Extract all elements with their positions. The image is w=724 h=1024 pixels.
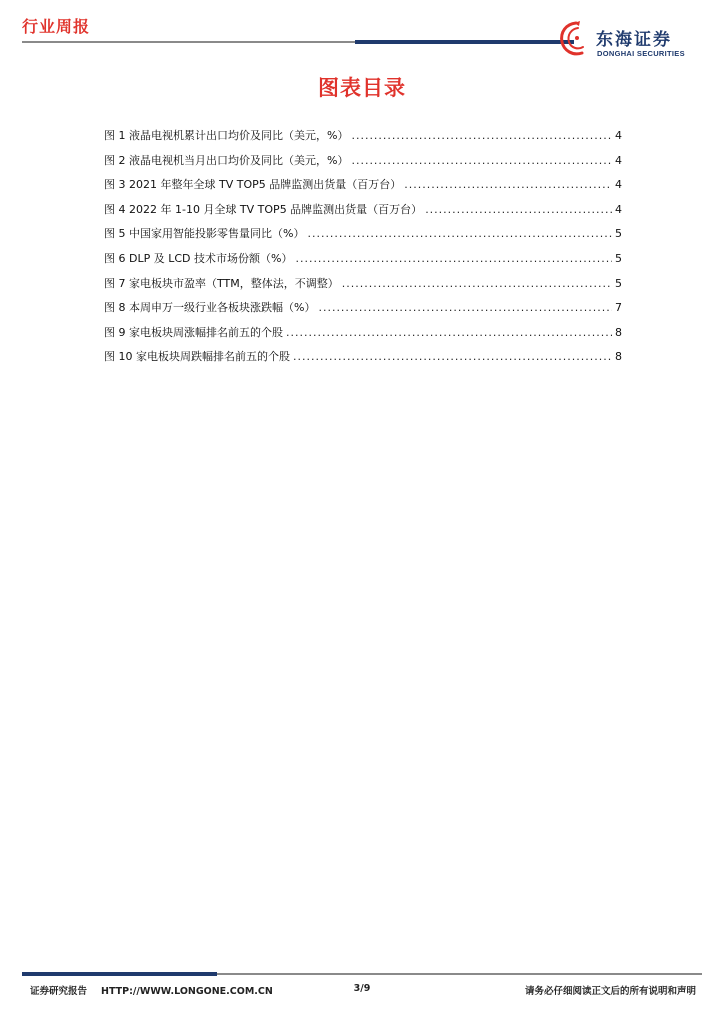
toc-entry[interactable] [104,275,622,300]
toc-leader [342,277,612,290]
toc-entry-page: 5 [615,227,622,241]
toc-entry[interactable] [104,348,622,373]
figure-list [104,127,622,373]
toc-entry-page: 5 [615,251,622,265]
toc-entry[interactable] [104,176,622,201]
toc-entry[interactable] [104,299,622,324]
toc-entry-page: 7 [615,301,622,315]
header-rule-accent [355,40,574,44]
toc-entry-label: 图 3 2021 年整年全球 TV TOP5 品牌监测出货量（百万台） [104,178,402,192]
footer-url-link[interactable]: HTTP://WWW.LONGONE.COM.CN [101,986,273,997]
footer-disclaimer: 请务必仔细阅读正文后的所有说明和声明 [524,986,696,997]
toc-entry-label: 图 6 DLP 及 LCD 技术市场份额（%） [104,251,293,265]
logo-chinese-name: 东海证券 [596,30,672,50]
footer-report-label: 证券研究报告 [30,986,88,997]
toc-entry[interactable] [104,324,622,349]
dragon-logo-icon [556,20,596,58]
footer-page-number: 3/9 [353,983,371,994]
toc-entry-page: 4 [615,153,622,167]
toc-leader [295,252,612,265]
toc-leader [293,350,612,363]
toc-leader [351,154,612,167]
toc-entry-label: 图 2 液晶电视机当月出口均价及同比（美元，%） [104,153,349,167]
toc-leader [404,178,612,191]
toc-entry[interactable] [104,225,622,250]
toc-entry-label: 图 4 2022 年 1-10 月全球 TV TOP5 品牌监测出货量（百万台） [104,202,423,216]
toc-entry[interactable] [104,250,622,275]
toc-leader [425,203,612,216]
toc-entry-label: 图 10 家电板块周跌幅排名前五的个股 [104,350,290,364]
toc-entry-page: 8 [615,325,622,339]
toc-leader [351,129,612,142]
footer-rule-accent [22,972,217,976]
toc-entry-page: 4 [615,178,622,192]
toc-leader [318,301,612,314]
toc-entry-label: 图 1 液晶电视机累计出口均价及同比（美元，%） [104,129,349,142]
toc-entry-page: 5 [615,276,622,290]
report-type-label: 行业周报 [22,17,91,36]
toc-entry-page: 4 [615,129,622,142]
logo-english-name: DONGHAI SECURITIES [597,49,685,58]
donghai-logo [556,20,706,60]
toc-leader [307,227,612,240]
toc-entry-label: 图 8 本周申万一级行业各板块涨跌幅（%） [104,301,316,315]
toc-entry[interactable] [104,127,622,152]
toc-entry-page: 8 [615,350,622,364]
toc-leader [286,326,612,339]
toc-entry-page: 4 [615,202,622,216]
toc-entry-label: 图 7 家电板块市盈率（TTM，整体法，不调整） [104,276,339,290]
toc-entry[interactable] [104,201,622,226]
toc-entry-label: 图 9 家电板块周涨幅排名前五的个股 [104,325,283,339]
toc-entry[interactable] [104,152,622,177]
page-title: 图表目录 [318,76,406,100]
toc-entry-label: 图 5 中国家用智能投影零售量同比（%） [104,227,305,241]
